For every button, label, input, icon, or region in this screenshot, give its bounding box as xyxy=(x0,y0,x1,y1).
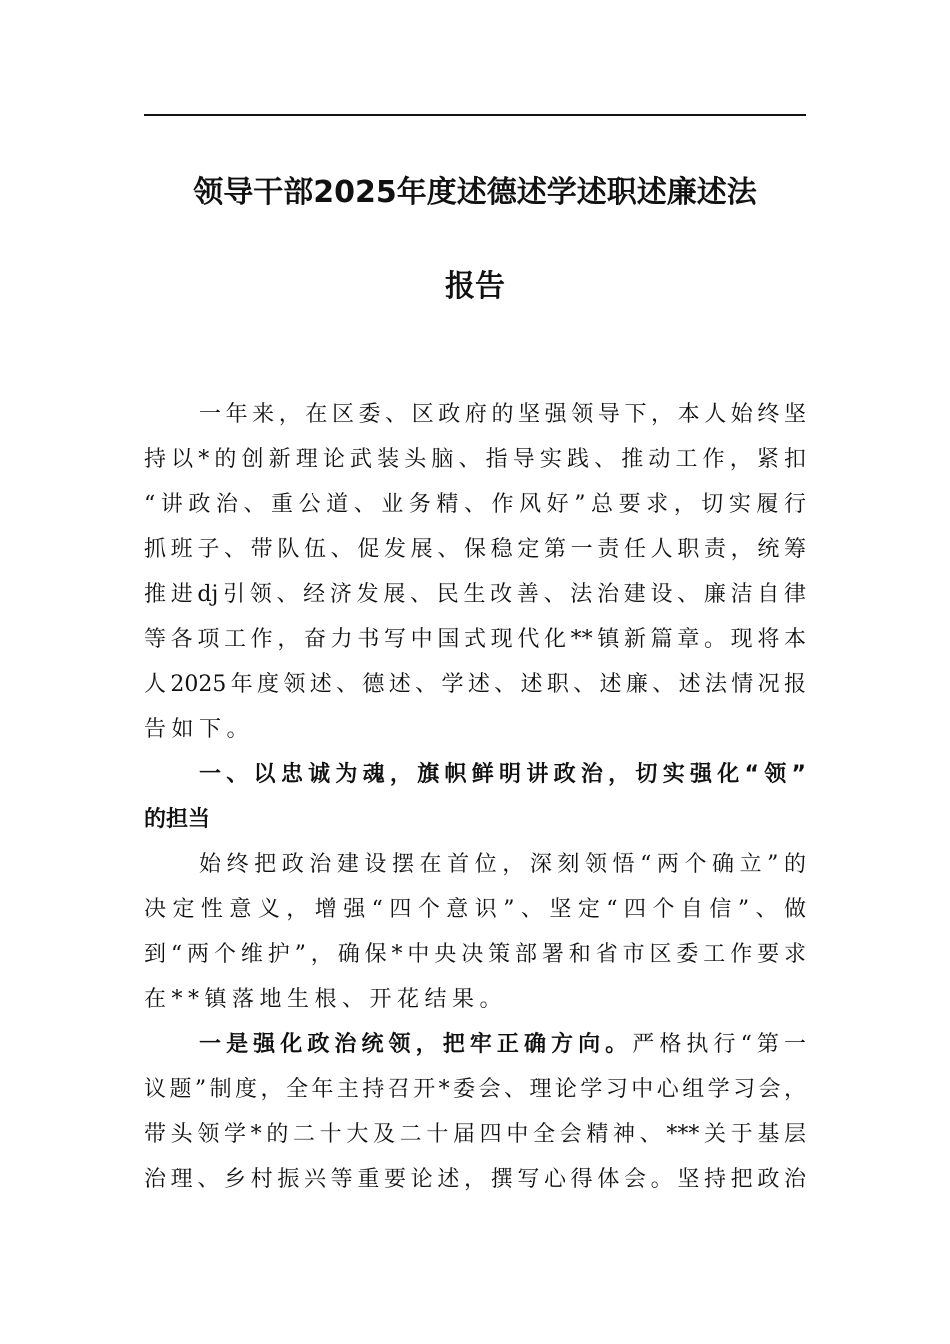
intro-line: 持以*的创新理论武装头脑、指导实践、推动工作，紧扣 xyxy=(144,447,806,472)
intro-line: 推进dj引领、经济发展、民生改善、法治建设、廉洁自律 xyxy=(144,582,806,607)
point-line: 议题”制度，全年主持召开*委会、理论学习中心组学习会， xyxy=(144,1077,806,1102)
intro-line: 等各项工作，奋力书写中国式现代化**镇新篇章。现将本 xyxy=(144,627,806,652)
intro-line: 告如下。 xyxy=(144,717,255,742)
document-title-line1: 领导干部2025年度述德述学述职述廉述法 xyxy=(193,175,757,210)
intro-line: “讲政治、重公道、业务精、作风好”总要求，切实履行 xyxy=(144,492,806,517)
section-heading: 一、以忠诚为魂，旗帜鲜明讲政治，切实强化“领” xyxy=(199,762,806,787)
point-line: 治理、乡村振兴等重要论述，撰写心得体会。坚持把政治 xyxy=(144,1167,806,1192)
point-lead-bold: 一是强化政治统领，把牢正确方向。 xyxy=(199,1032,633,1057)
point-line: 带头领学*的二十大及二十届四中全会精神、***关于基层 xyxy=(144,1122,806,1147)
section-paragraph-line: 在**镇落地生根、开花结果。 xyxy=(144,987,508,1012)
section-heading: 的担当 xyxy=(144,807,211,832)
point-first-line xyxy=(199,1030,806,1060)
header-rule xyxy=(144,114,806,116)
intro-line: 人2025年度领述、德述、学述、述职、述廉、述法情况报 xyxy=(144,672,806,697)
intro-line: 一年来，在区委、区政府的坚强领导下，本人始终坚 xyxy=(199,402,806,427)
section-paragraph-line: 到“两个维护”，确保*中央决策部署和省市区委工作要求 xyxy=(144,942,806,967)
intro-line: 抓班子、带队伍、促发展、保稳定第一责任人职责，统筹 xyxy=(144,537,806,562)
point-lead-rest: 严格执行“第一 xyxy=(632,1032,806,1057)
document-title-line2: 报告 xyxy=(445,269,505,304)
section-paragraph-line: 决定性意义，增强“四个意识”、坚定“四个自信”、做 xyxy=(144,897,806,922)
section-paragraph-line: 始终把政治建设摆在首位，深刻领悟“两个确立”的 xyxy=(199,852,806,877)
